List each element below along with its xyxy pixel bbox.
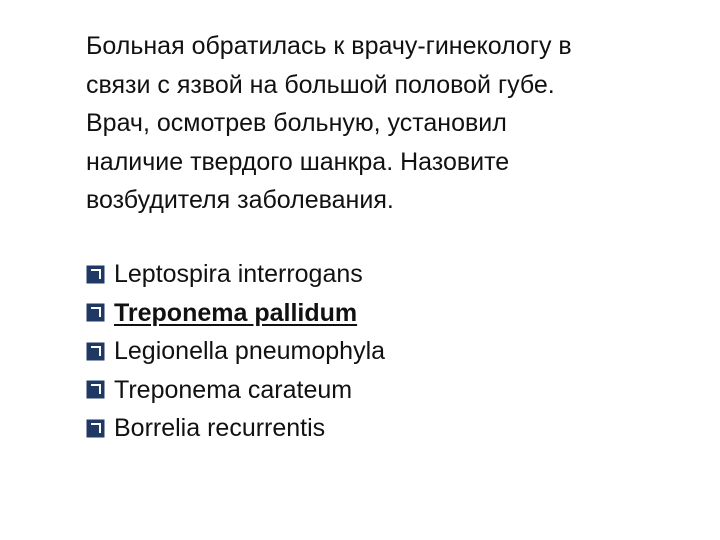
answer-option-label: Treponema carateum [114,375,353,404]
question-line: наличие твердого шанкра. Назовите [86,147,510,176]
question-line: возбудителя заболевания. [86,186,394,214]
checkbox-bullet-icon [86,380,105,399]
checkbox-bullet-icon [86,265,105,284]
question-line: Врач, осмотрев больную, установил [86,109,507,137]
answer-options-list [86,255,385,448]
checkbox-bullet-icon [86,342,105,361]
answer-option[interactable] [86,371,385,410]
answer-option-correct[interactable] [86,294,385,333]
checkbox-bullet-icon [86,419,105,438]
answer-option-label: Legionella pneumophyla [114,337,386,365]
question-line: Больная обратилась к врачу-гинекологу в [86,32,572,60]
answer-option-label: Borrelia recurrentis [114,414,326,442]
question-text [86,27,686,220]
answer-option[interactable] [86,409,385,448]
checkbox-bullet-icon [86,303,105,322]
answer-option[interactable] [86,332,385,371]
answer-option-label: Treponema pallidum [114,298,358,327]
answer-option[interactable] [86,255,385,294]
question-line: связи с язвой на большой половой губе. [86,70,555,99]
answer-option-label: Leptospira interrogans [114,260,363,288]
